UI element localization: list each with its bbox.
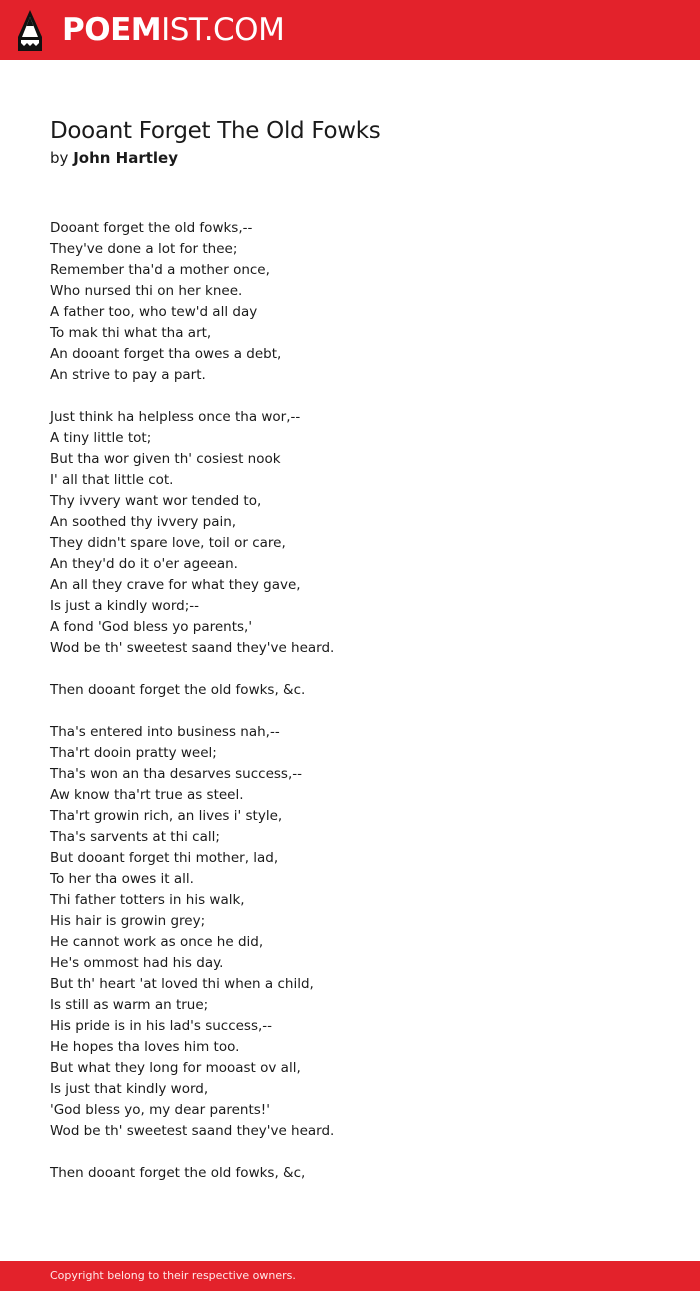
poem-stanza: [50, 1163, 650, 1184]
poem-line: Tha'rt dooin pratty weel;: [50, 745, 217, 761]
poem-line: Tha's entered into business nah,--: [50, 724, 280, 740]
poem-line: Tha's sarvents at thi call;: [50, 829, 220, 845]
poem-line: A tiny little tot;: [50, 430, 152, 446]
poem-line: But th' heart 'at loved thi when a child,: [50, 976, 314, 992]
logo-light-text: IST.COM: [161, 12, 285, 48]
poem-stanza: [50, 722, 650, 1142]
poem-title: Dooant Forget The Old Fowks: [50, 118, 381, 144]
poem-line: Tha'rt growin rich, an lives i' style,: [50, 808, 283, 824]
poem-line: Wod be th' sweetest saand they've heard.: [50, 1123, 335, 1139]
poem-line: He's ommost had his day.: [50, 955, 224, 971]
poem-stanza: [50, 680, 650, 701]
author-name[interactable]: John Hartley: [73, 149, 178, 167]
copyright-text: Copyright belong to their respective owners.: [50, 1269, 296, 1282]
poem-line: Thy ivvery want wor tended to,: [50, 493, 262, 509]
poem-line: He hopes tha loves him too.: [50, 1039, 240, 1055]
poem-line: Just think ha helpless once tha wor,--: [50, 409, 301, 425]
poem-line: Remember tha'd a mother once,: [50, 262, 270, 278]
poem-line: To her tha owes it all.: [50, 871, 194, 887]
poem-line: His pride is in his lad's success,--: [50, 1018, 273, 1034]
poem-line: A fond 'God bless yo parents,': [50, 619, 253, 635]
poem-line: Aw know tha'rt true as steel.: [50, 787, 244, 803]
poem-line: They've done a lot for thee;: [50, 241, 238, 257]
byline: [50, 148, 178, 168]
poem-line: They didn't spare love, toil or care,: [50, 535, 286, 551]
poem-line: A father too, who tew'd all day: [50, 304, 258, 320]
poem-stanza: [50, 218, 650, 386]
poem-line: Is just that kindly word,: [50, 1081, 209, 1097]
poem-line: To mak thi what tha art,: [50, 325, 212, 341]
poem-line: Dooant forget the old fowks,--: [50, 220, 253, 236]
poem-line: Is still as warm an true;: [50, 997, 209, 1013]
poem-line: An strive to pay a part.: [50, 367, 206, 383]
site-logo[interactable]: [62, 12, 284, 48]
poem-line: An dooant forget tha owes a debt,: [50, 346, 282, 362]
site-header: [0, 0, 700, 60]
poem-line: I' all that little cot.: [50, 472, 174, 488]
poem-body: [50, 218, 650, 1205]
poem-line: But what they long for mooast ov all,: [50, 1060, 301, 1076]
pencil-icon[interactable]: [18, 10, 42, 51]
poem-line: Is just a kindly word;--: [50, 598, 199, 614]
poem-line: But dooant forget thi mother, lad,: [50, 850, 279, 866]
poem-line: Then dooant forget the old fowks, &c,: [50, 1165, 306, 1181]
poem-line: Then dooant forget the old fowks, &c.: [50, 682, 306, 698]
poem-stanza: [50, 407, 650, 659]
poem-line: But tha wor given th' cosiest nook: [50, 451, 281, 467]
poem-line: An all they crave for what they gave,: [50, 577, 301, 593]
poem-line: An they'd do it o'er ageean.: [50, 556, 238, 572]
poem-line: Tha's won an tha desarves success,--: [50, 766, 302, 782]
site-footer: [0, 1261, 700, 1291]
logo-bold-text: POEM: [62, 12, 162, 48]
poem-line: He cannot work as once he did,: [50, 934, 264, 950]
poem-line: 'God bless yo, my dear parents!': [50, 1102, 270, 1118]
poem-line: An soothed thy ivvery pain,: [50, 514, 237, 530]
poem-line: Wod be th' sweetest saand they've heard.: [50, 640, 335, 656]
poem-line: Thi father totters in his walk,: [50, 892, 245, 908]
by-label: by: [50, 149, 69, 167]
poem-line: His hair is growin grey;: [50, 913, 206, 929]
poem-line: Who nursed thi on her knee.: [50, 283, 243, 299]
